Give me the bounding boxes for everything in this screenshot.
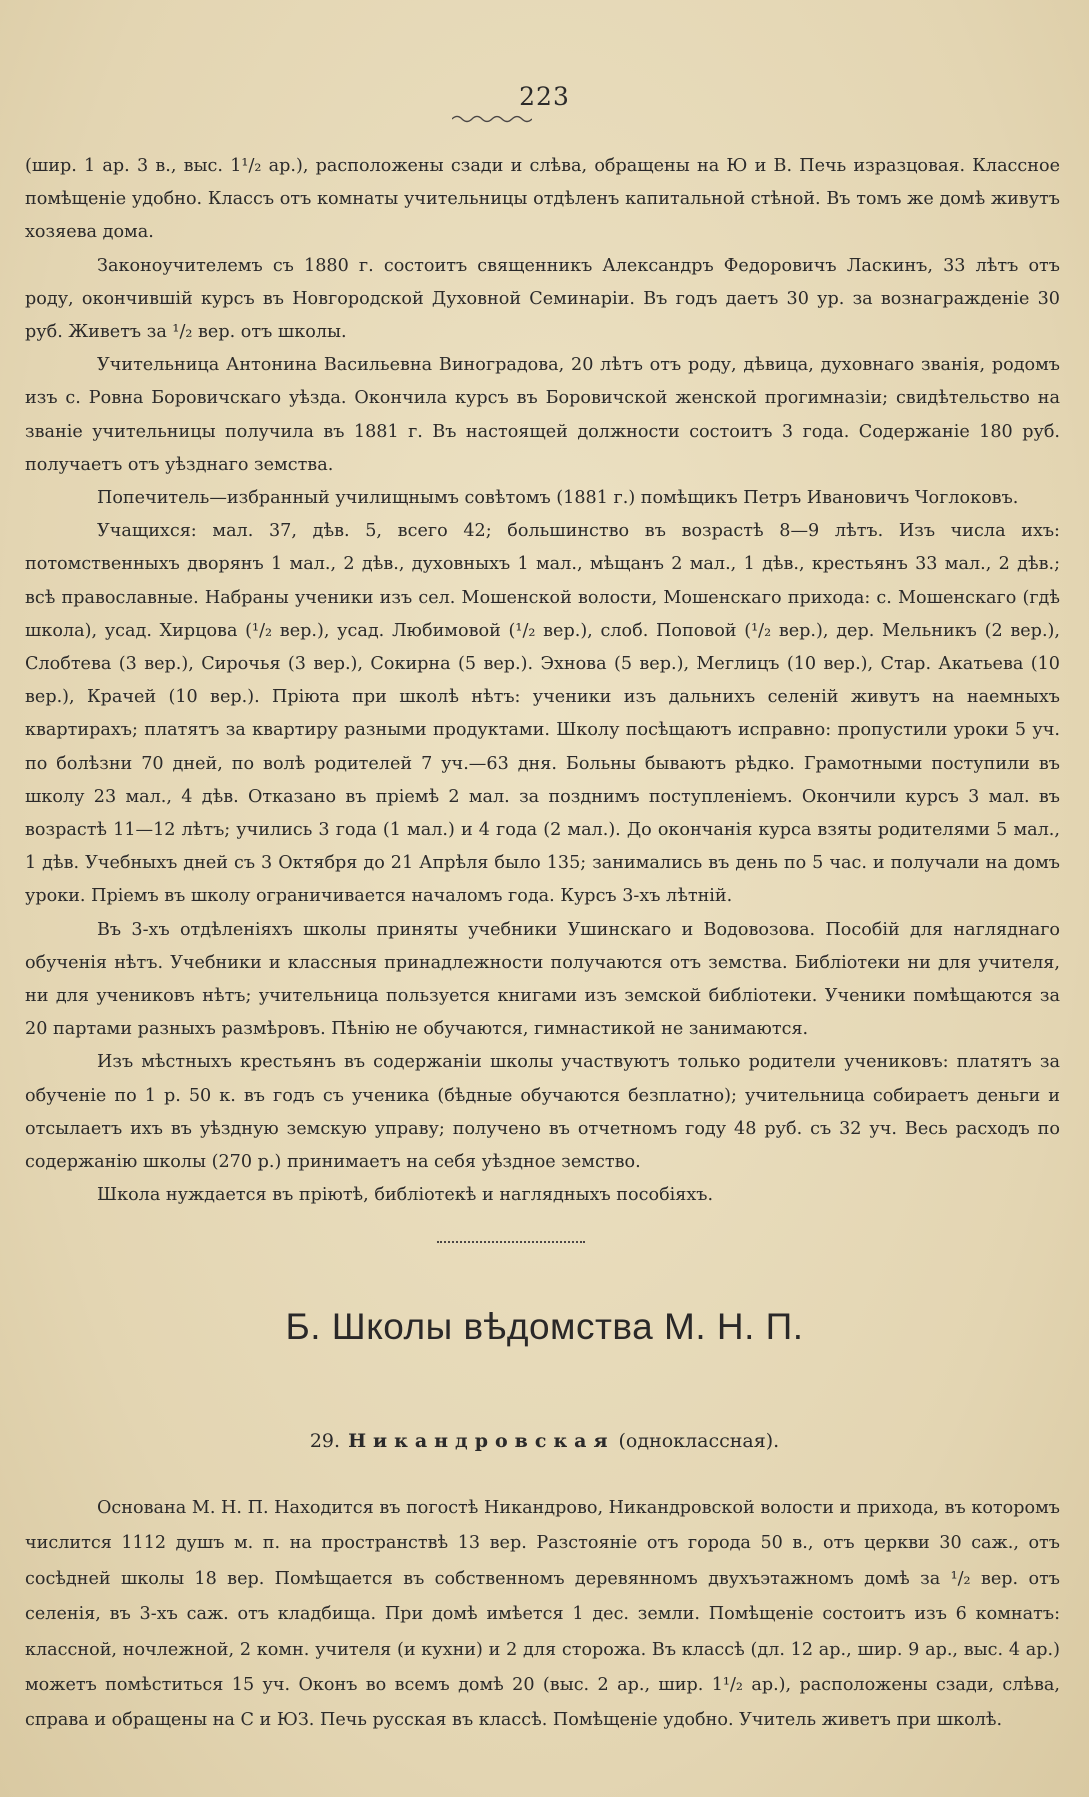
school-name: Никандровская — [348, 1430, 615, 1452]
top-text-block — [25, 150, 1060, 1213]
paragraph-funding: Изъ мѣстныхъ крестьянъ въ содержаніи школы участвуютъ только родители учениковъ: платятъ за обученіе по 1 р. 50 к. въ годъ съ ученика (бѣдные обучаются безплатно); учительница собираетъ деньги и отсылаетъ ихъ въ уѣздную земскую управу; получено въ отчетномъ году 48 руб. съ 32 уч. Весь расходъ по содержанію школы (270 р.) принимаетъ на себя уѣздное земство. — [25, 1052, 1060, 1173]
paragraph-trustee: Попечитель—избранный училищнымъ совѣтомъ (1881 г.) помѣщикъ Петръ Ивановичъ Чоглоковъ. — [97, 488, 1019, 509]
dotted-divider — [437, 1241, 585, 1243]
paragraph-textbooks: Въ 3-хъ отдѣленіяхъ школы приняты учебники Ушинскаго и Водовозова. Пособій для нагляднаго обученія нѣтъ. Учебники и классныя принадлежности получаются отъ земства. Библіотеки ни для учителя, ни для учениковъ нѣтъ; учительница пользуется книгами изъ земской библіотеки. Ученики помѣщаются за 20 партами разныхъ размѣровъ. Пѣнію не обучаются, гимнастикой не занимаются. — [25, 919, 1060, 1040]
school-kind: (одноклассная). — [618, 1430, 780, 1452]
paragraph-nikandrovskaya-school: Основана М. Н. П. Находится въ погостѣ Никандрово, Никандровской волости и прихода, въ которомъ числится 1112 душъ м. п. на пространствѣ 13 вер. Разстояніе отъ города 50 в., отъ церкви 30 саж., отъ сосѣдней школы 18 вер. Помѣщается въ собственномъ деревянномъ двухъэтажномъ домѣ за ¹/₂ вер. отъ селенія, въ 3-хъ саж. отъ кладбища. При домѣ имѣется 1 дес. земли. Помѣщеніе состоитъ изъ 6 комнатъ: классной, ночлежной, 2 комн. учителя (и кухни) и 2 для сторожа. Въ классѣ (дл. 12 ар., шир. 9 ар., выс. 4 ар.) можетъ помѣститься 15 уч. Оконъ во всемъ домѣ 20 (выс. 2 ар., шир. 1¹/₂ ар.), расположены сзади, слѣва, справа и обращены на С и ЮЗ. Печь русская въ классѣ. Помѣщеніе удобно. Учитель живетъ при школѣ. — [25, 1498, 1060, 1731]
paragraph-teacher: Учительница Антонина Васильевна Виноградова, 20 лѣтъ отъ роду, дѣвица, духовнаго званія, родомъ изъ с. Ровна Боровичскаго уѣзда. Окончила курсъ въ Боровичской женской прогимназіи; свидѣтельство на званіе учительницы получила въ 1881 г. Въ настоящей должности состоитъ 3 года. Содержаніе 180 руб. получаетъ отъ уѣзднаго земства. — [25, 355, 1060, 475]
paragraph-classroom-continued: (шир. 1 ар. 3 в., выс. 1¹/₂ ар.), расположены сзади и слѣва, обращены на Ю и В. Печь изразцовая. Классное помѣщеніе удобно. Классъ отъ комнаты учительницы отдѣленъ капитальной стѣной. Въ томъ же домѣ живутъ хозяева дома. — [25, 156, 1060, 243]
section-heading: Б. Школы вѣдомства М. Н. П. — [285, 1306, 804, 1347]
school-number: 29. — [309, 1430, 341, 1452]
school-heading — [0, 1430, 1089, 1452]
page-number: 223 — [519, 82, 570, 111]
paragraph-students: Учащихся: мал. 37, дѣв. 5, всего 42; большинство въ возрастѣ 8—9 лѣтъ. Изъ числа ихъ: потомственныхъ дворянъ 1 мал., 2 дѣв., духовныхъ 1 мал., мѣщанъ 2 мал., 1 дѣв., крестьянъ 33 мал., 2 дѣв.; всѣ православные. Набраны ученики изъ сел. Мошенской волости, Мошенскаго прихода: с. Мошенскаго (гдѣ школа), усад. Хирцова (¹/₂ вер.), усад. Любимовой (¹/₂ вер.), слоб. Поповой (¹/₂ вер.), дер. Мельникъ (2 вер.), Слобтева (3 вер.), Сирочья (3 вер.), Сокирна (5 вер.). Эхнова (5 вер.), Меглицъ (10 вер.), Стар. Акатьева (10 вер.), Крачей (10 вер.). Пріюта при школѣ нѣтъ: ученики изъ дальнихъ селеній живутъ на наемныхъ квартирахъ; платятъ за квартиру разными продуктами. Школу посѣщаютъ исправно: пропустили уроки 5 уч. по болѣзни 70 дней, по волѣ родителей 7 уч.—63 дня. Больны бываютъ рѣдко. Грамотными поступили въ школу 23 мал., 4 дѣв. Отказано въ пріемѣ 2 мал. за позднимъ поступленіемъ. Окончили курсъ 3 мал. въ возрастѣ 11—12 лѣтъ; учились 3 года (1 мал.) и 4 года (2 мал.). До окончанія курса взяты родителями 5 мал., 1 дѣв. Учебныхъ дней съ 3 Октября до 21 Апрѣля было 135; занимались въ день по 5 час. и получали на домъ уроки. Пріемъ въ школу ограничивается началомъ года. Курсъ 3-хъ лѣтній. — [25, 521, 1060, 907]
bottom-text-block — [25, 1491, 1060, 1739]
paragraph-religion-teacher: Законоучителемъ съ 1880 г. состоитъ священникъ Александръ Федоровичъ Ласкинъ, 33 лѣтъ отъ роду, окончившій курсъ въ Новгородской Духовной Семинаріи. Въ годъ даетъ 30 ур. за вознагражденіе 30 руб. Живетъ за ¹/₂ вер. отъ школы. — [25, 255, 1060, 343]
page-number-ornament — [452, 114, 532, 124]
paragraph-needs: Школа нуждается въ пріютѣ, библіотекѣ и наглядныхъ пособіяхъ. — [97, 1185, 714, 1206]
